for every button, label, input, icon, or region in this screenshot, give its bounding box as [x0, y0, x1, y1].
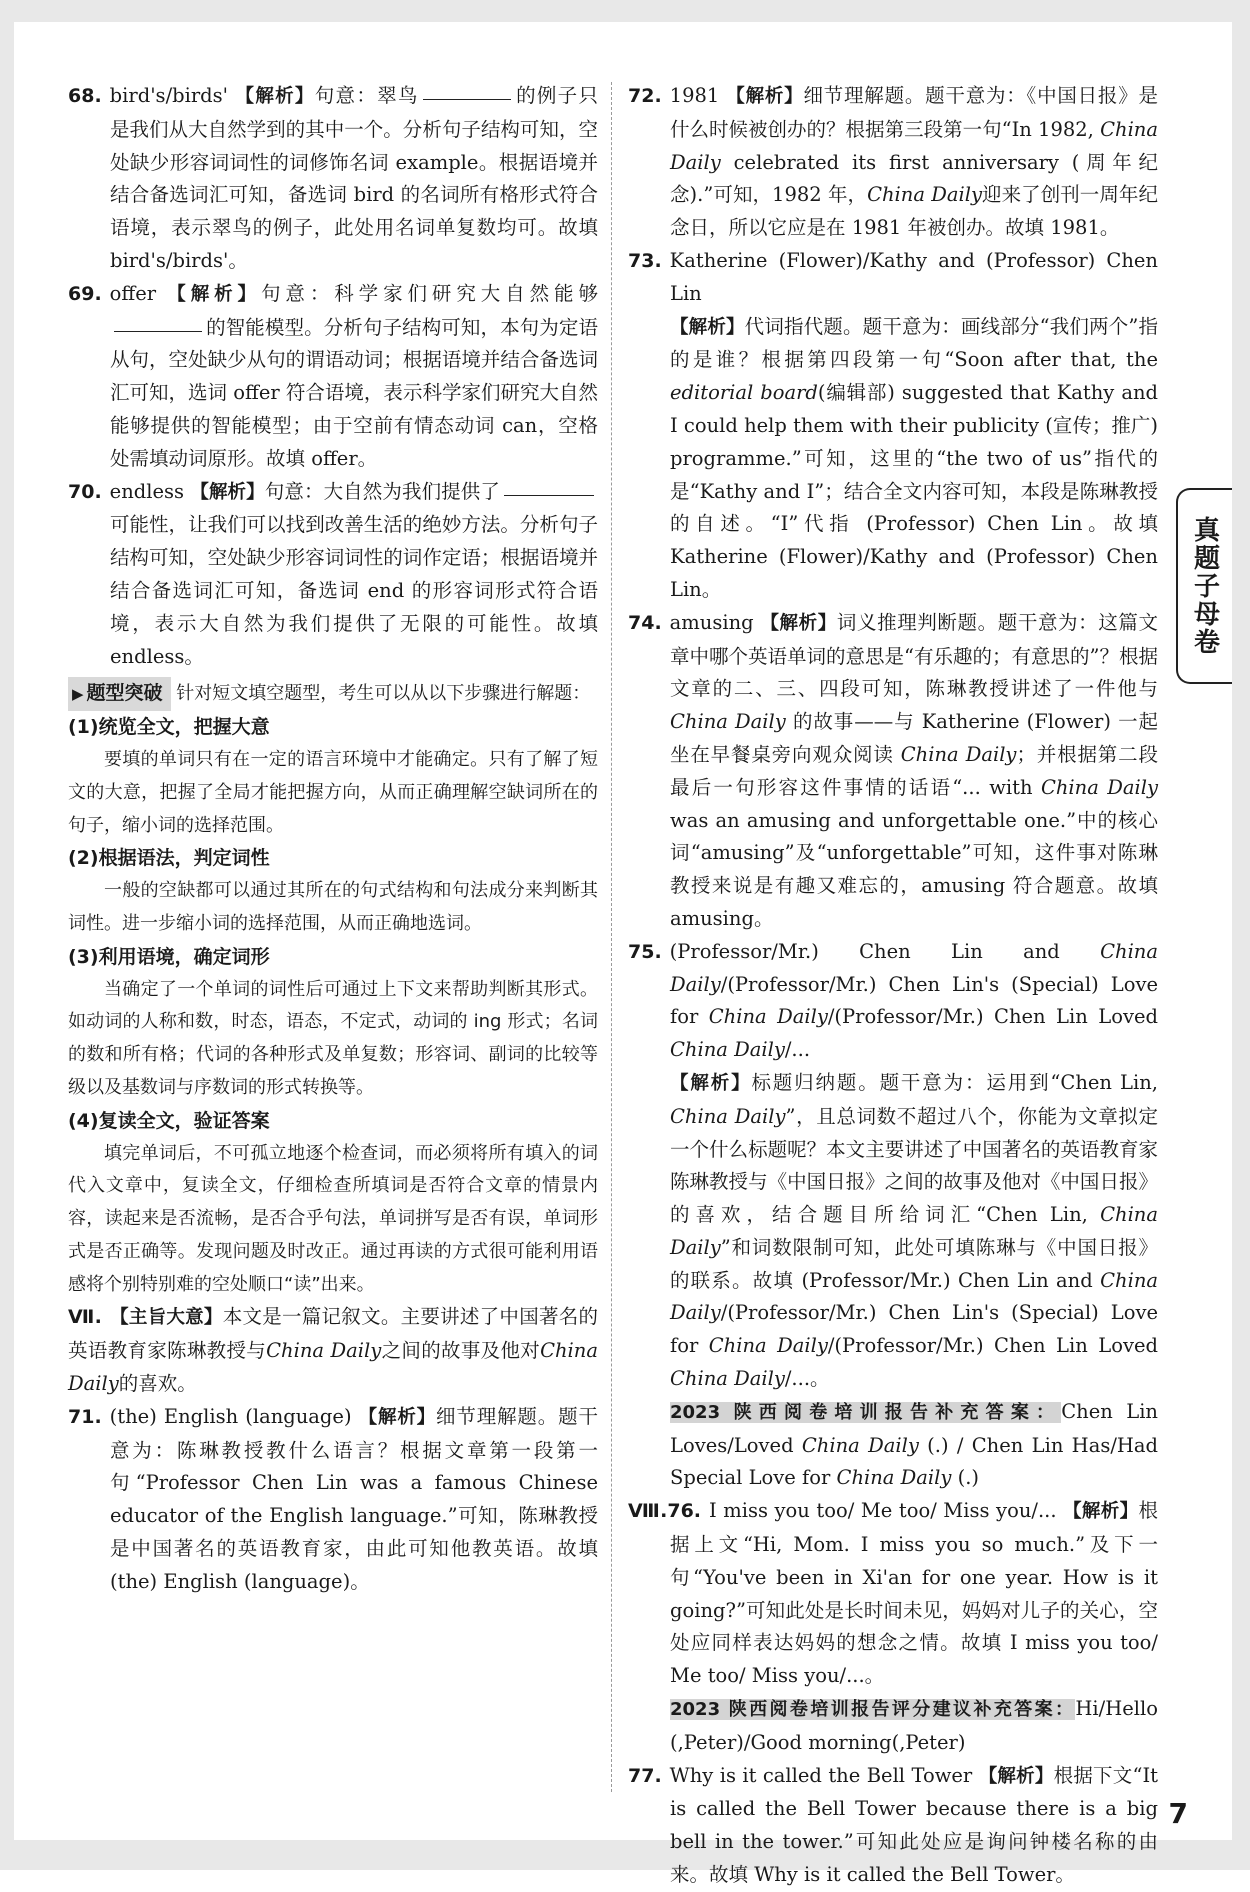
fill-blank: [114, 330, 202, 332]
answer-77: 77. Why is it called the Bell Tower 【解析】根据下文“It is called the Bell Tower because there is a big bell in the tower.”可知此处应是询问钟楼名称的由来。故填 Why is it called the Bell Tower。: [628, 1763, 1158, 1887]
column-divider: [611, 82, 612, 1792]
tips-label: ▶ 题型突破: [68, 677, 171, 711]
left-column: [68, 80, 598, 1599]
answer-72: 72. 1981 【解析】细节理解题。题干意为：《中国日报》是什么时候被创办的？根据第三段第一句“In 1982, China Daily celebrated its first anniversary (周年纪念).”可知，1982 年，China Daily迎来了创刊一周年纪念日，所以它应是在 1981 年被创办。故填 1981。: [628, 84, 1158, 240]
page-frame-top: [0, 0, 1250, 22]
section-7-summary: Ⅶ. 【主旨大意】本文是一篇记叙文。主要讲述了中国著名的英语教育家陈琳教授与China Daily之间的故事及他对China Daily的喜欢。: [68, 1305, 598, 1396]
answer-73: 73. Katherine (Flower)/Kathy and (Professor) Chen Lin 【解析】代词指代题。题干意为：画线部分“我们两个”指的是谁？根据第四段第一句“Soon after that, the editorial board(编辑部) suggested that Kathy and I could help them with their publicity (宣传；推广) programme.”可知，这里的“the two of us”指代的是“Kathy and I”；结合全文内容可知，本段是陈琳教授的自述。“I”代指 (Professor) Chen Lin。故填 Katherine (Flower)/Kathy and (Professor) Chen Lin。: [628, 248, 1158, 601]
tip-step-title: (2)根据语法，判定词性: [68, 847, 270, 870]
fill-blank: [423, 98, 511, 100]
tip-step-body: 填完单词后，不可孤立地逐个检查词，而必须将所有填入的词代入文章中，复读全文，仔细检查所填词是否符合文章的情景内容，读起来是否流畅，是否合乎句法，单词拼写是否有误，单词形式是否正确等。发现问题及时改正。通过再读的方式很可能利用语感将个别特别难的空处顺口“读”出来。: [68, 1142, 598, 1295]
page-frame-right: [1232, 0, 1250, 1870]
tip-step-title: (4)复读全文，验证答案: [68, 1109, 270, 1132]
tip-step-body: 一般的空缺都可以通过其所在的句式结构和句法成分来判断其词性。进一步缩小词的选择范围，从而正确地选词。: [68, 880, 598, 934]
page-number: 7: [1168, 1797, 1188, 1830]
fill-blank: [504, 494, 594, 496]
answer-71: 71. (the) English (language) 【解析】细节理解题。题干意为：陈琳教授教什么语言？根据文章第一段第一句“Professor Chen Lin was a famous Chinese educator of the English language.”可知，陈琳教授是中国著名的英语教育家，由此可知他教英语。故填 (the) English (language)。: [68, 1404, 598, 1593]
tip-step-body: 当确定了一个单词的词性后可通过上下文来帮助判断其形式。如动词的人称和数，时态，语态，不定式，动词的 ing 形式；名词的数和所有格；代词的各种形式及单复数；形容词、副词的比较等级以及基数词与序数词的形式转换等。: [68, 978, 598, 1098]
answer-68: 68. bird's/birds' 【解析】句意：翠鸟 的例子只是我们从大自然学到的其中一个。分析句子结构可知，空处缺少形容词词性的词修饰名词 example。根据语境并结合备选词汇可知，备选词 bird 的名词所有格形式符合语境，表示翠鸟的例子，此处用名词单复数均可。故填 bird's/birds'。: [68, 84, 598, 272]
answer-76: Ⅷ.76. I miss you too/ Me too/ Miss you/... 【解析】根据上文“Hi, Mom. I miss you so much.”及下一句“You've been in Xi'an for one year. How is it going?”可知此处是长时间未见，妈妈对儿子的关心，空处应同样表达妈妈的想念之情。故填 I miss you too/ Me too/ Miss you/...。 2023 陕西阅卷培训报告评分建议补充答案：Hi/Hello (,Peter)/Good morning(,Peter): [628, 1499, 1158, 1754]
right-column: [628, 80, 1158, 1892]
tip-step-title: (1)统览全文，把握大意: [68, 716, 270, 739]
tip-step-body: 要填的单词只有在一定的语言环境中才能确定。只有了解了短文的大意，把握了全局才能把握方向，从而正确理解空缺词所在的句子，缩小词的选择范围。: [68, 748, 598, 836]
answer-69: 69. offer 【解析】句意：科学家们研究大自然能够的智能模型。分析句子结构可知，本句为定语从句，空处缺少从句的谓语动词；根据语境并结合备选词汇可知，选词 offer 符合语境，表示科学家们研究大自然能够提供的智能模型；由于空前有情态动词 can，空格处需填动词原形。故填 offer。: [68, 281, 598, 470]
supplementary-answer-label: 2023 陕西阅卷培训报告评分建议补充答案：: [670, 1699, 1076, 1721]
tips-section: ▶ 题型突破 针对短文填空题型，考生可以从以下步骤进行解题： (1)统览全文，把握大意 要填的单词只有在一定的语言环境中才能确定。只有了解了短文的大意，把握了全局才能把握方向，从而正确理解空缺词所在的句子，缩小词的选择范围。 (2)根据语法，判定词性 一般的空缺都可以通过其所在的句式结构和句法成分来判断其词性。进一步缩小词的选择范围，从而正确地选词。 (3)利用语境，确定词形 当确定了一个单词的词性后可通过上下文来帮助判断其形式。如动词的人称和数，时态，语态，不定式，动词的 ing 形式；名词的数和所有格；代词的各种形式及单复数；形容词、副词的比较等级以及基数词与序数词的形式转换等。 (4)复读全文，验证答案 填完单词后，不可孤立地逐个检查词，而必须将所有填入的词代入文章中，复读全文，仔细检查所填词是否符合文章的情景内容，读起来是否流畅，是否合乎句法，单词拼写是否有误，单词形式是否正确等。发现问题及时改正。通过再读的方式很可能利用语感将个别特别难的空处顺口“读”出来。: [68, 677, 598, 1301]
tip-step-title: (3)利用语境，确定词形: [68, 945, 270, 968]
answer-74: 74. amusing 【解析】词义推理判断题。题干意为：这篇文章中哪个英语单词的意思是“有乐趣的；有意思的”？根据文章的二、三、四段可知，陈琳教授讲述了一件他与 China Daily 的故事——与 Katherine (Flower) 一起坐在早餐桌旁向观众阅读 China Daily；并根据第二段最后一句形容这件事情的话语“... with China Daily was an amusing and unforgettable one.”中的核心词“amusing”及“unforgettable”可知，这件事对陈琳教授来说是有趣又难忘的，amusing 符合题意。故填 amusing。: [628, 610, 1159, 930]
supplementary-answer-label: 2023 陕西阅卷培训报告补充答案：: [670, 1401, 1062, 1423]
answer-75: 75. (Professor/Mr.) Chen Lin and China Daily/(Professor/Mr.) Chen Lin's (Special) Love for China Daily/(Professor/Mr.) Chen Lin Loved China Daily/... 【解析】标题归纳题。题干意为：运用到“Chen Lin, China Daily”，且总词数不超过八个，你能为文章拟定一个什么标题呢？本文主要讲述了中国著名的英语教育家陈琳教授与《中国日报》之间的故事及他对《中国日报》的喜欢，结合题目所给词汇“Chen Lin, China Daily”和词数限制可知，此处可填陈琳与《中国日报》的联系。故填 (Professor/Mr.) Chen Lin and China Daily/(Professor/Mr.) Chen Lin's (Special) Love for China Daily/(Professor/Mr.) Chen Lin Loved China Daily/...。 2023 陕西阅卷培训报告补充答案：Chen Lin Loves/Loved China Daily (.) / Chen Lin Has/Had Special Love for China Daily (.): [628, 939, 1159, 1490]
page-frame-left: [0, 0, 14, 1870]
side-tab: 真题子母卷: [1176, 488, 1232, 684]
answer-70: 70. endless 【解析】句意：大自然为我们提供了可能性，让我们可以找到改善生活的绝妙方法。分析句子结构可知，空处缺少形容词词性的词作定语；根据语境并结合备选词汇可知，备选词 end 的形容词形式符合语境，表示大自然为我们提供了无限的可能性。故填 endless。: [68, 479, 598, 668]
